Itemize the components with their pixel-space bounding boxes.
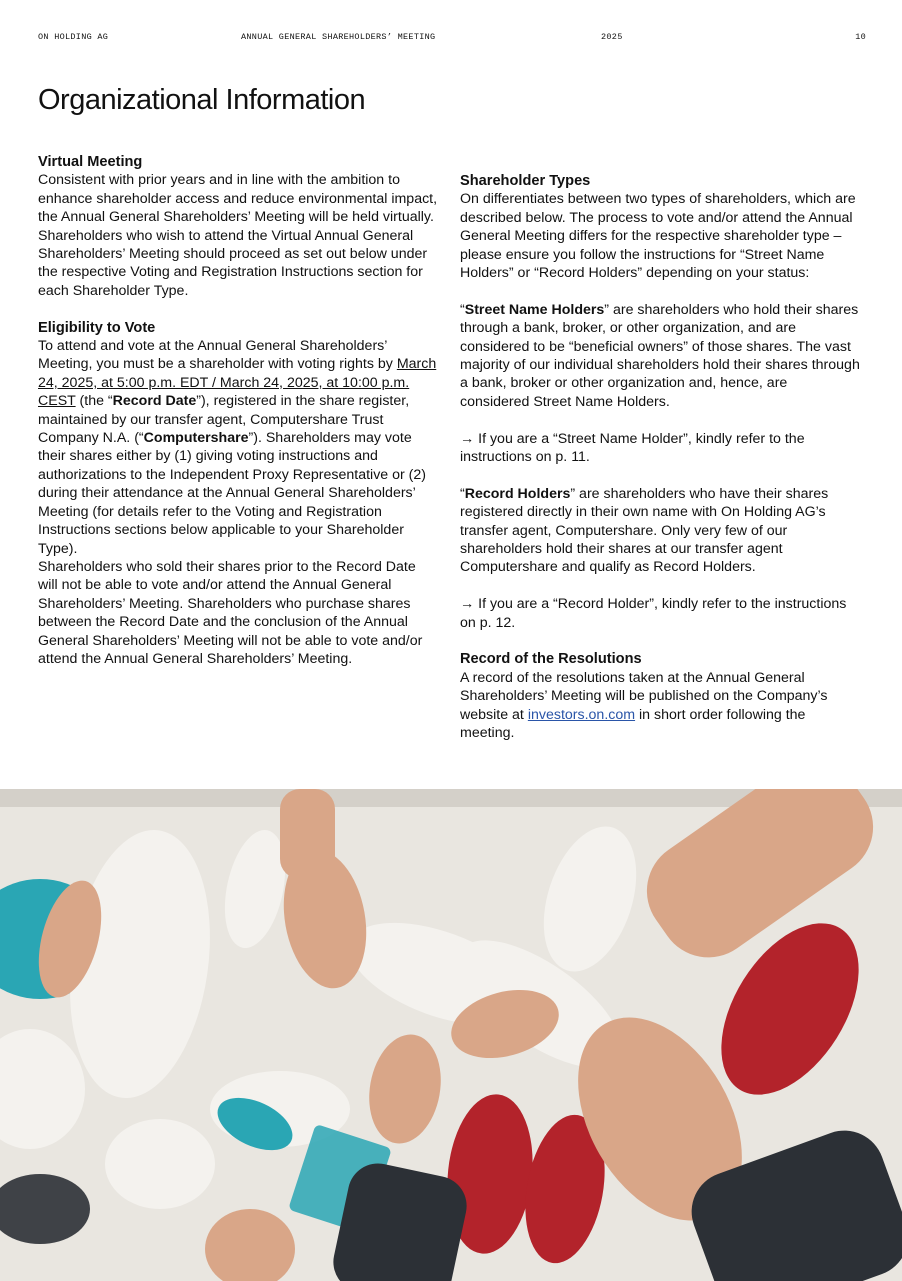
eligibility-paragraph (38, 337, 438, 558)
header-year: 2025 (601, 32, 623, 42)
eligibility-paragraph-2: Shareholders who sold their shares prior to the Record Date will not be able to vote and/or attend the Annual General Shareholders’ Meeting. Shareholders who purchase shares between the Record Date and the conclusion of the Annual General Shareholders’ Meeting will not be able to vote and/or attend the Annual General Shareholders’ Meeting. (38, 558, 423, 667)
shareholder-types-text: On differentiates between two types of shareholders, which are described below. The process to vote and/or attend the Annual General Meeting differs for the respective shareholder type – please ensure you follow the instructions for “Street Name Holders” or “Record Holders” depending on your status: (460, 191, 856, 282)
street-name-text: ” are shareholders who hold their shares through a bank, broker, or other organization, and are considered to be “beneficial owners” of those shares. The vast majority of our individual shareholders hold their shares through a bank, broker or other organization and, hence, are considered Street Name Holders. (460, 301, 860, 410)
eligibility-text-d: ”). Shareholders may vote their shares either by (1) giving voting instructions and authorizations to the Independent Proxy Representative or (2) during their attendance at the Annual General Shareholders’ Meeting (for details refer to the Voting and Registration Instructions sections below applicable to your Shareholder Type). (38, 430, 427, 557)
resolutions-text (460, 669, 860, 743)
investors-link[interactable]: investors.on.com (527, 706, 636, 723)
record-date-value: March 24, 2025, at 5:00 p.m. EDT / March 24, 2025, at 10:00 p.m. CEST (38, 356, 437, 410)
street-name-paragraph (460, 301, 860, 411)
header-company: ON HOLDING AG (38, 32, 109, 42)
page-number: 10 (855, 32, 866, 42)
eligibility-text-c: ”), registered in the share register, maintained by our transfer agent, Computershare Trust Company N.A. (“ (38, 393, 410, 447)
shareholder-types-heading: Shareholder Types (460, 173, 591, 189)
computershare-term: Computershare (143, 430, 249, 447)
record-holders-term: Record Holders (464, 485, 571, 502)
virtual-meeting-text: Consistent with prior years and in line with the ambition to enhance shareholder access and reduce environmental impact, the Annual General Shareholders’ Meeting will be held virtually. Shareholders who wish to attend the Virtual Annual General Shareholders’ Meeting should proceed as set out below under the respective Voting and Registration Instructions section for each Shareholder Type. (38, 172, 438, 299)
resolutions-text-b: in short order following the meeting. (460, 706, 806, 742)
eligibility-text-b: (the “ (75, 393, 113, 410)
running-header (38, 32, 866, 44)
resolutions-text-a: A record of the resolutions taken at the Annual General Shareholders’ Meeting will be published on the Company’s website at (460, 669, 828, 723)
resolutions-heading: Record of the Resolutions (460, 651, 642, 668)
record-holder-reference: → If you are a “Record Holder”, kindly refer to the instructions on p. 12. (460, 596, 847, 631)
header-meeting: ANNUAL GENERAL SHAREHOLDERS’ MEETING (241, 32, 436, 42)
record-open-quote: “ (460, 485, 465, 502)
right-column (460, 172, 860, 743)
record-holders-text: ” are shareholders who have their shares registered directly in their own name with On Holding AG’s transfer agent, Computershare. Only very few of our shareholders hold their shares at our transfer agent Computershare and qualify as Record Holders. (460, 485, 829, 576)
record-holders-paragraph (460, 485, 860, 577)
eligibility-text-a: To attend and vote at the Annual General Shareholders’ Meeting, you must be a shareholder with voting rights by (38, 338, 397, 373)
street-name-term: Street Name Holders (464, 301, 605, 318)
eligibility-heading: Eligibility to Vote (38, 319, 156, 336)
street-name-reference: → If you are a “Street Name Holder”, kindly refer to the instructions on p. 11. (460, 430, 805, 466)
workshop-photo (0, 789, 902, 1281)
page-title: Organizational Information (38, 84, 366, 116)
record-date-term: Record Date (112, 393, 197, 410)
left-column (38, 153, 438, 668)
workshop-photo-illustration (0, 789, 902, 1281)
virtual-meeting-heading: Virtual Meeting (38, 154, 143, 170)
street-open-quote: “ (460, 301, 465, 318)
